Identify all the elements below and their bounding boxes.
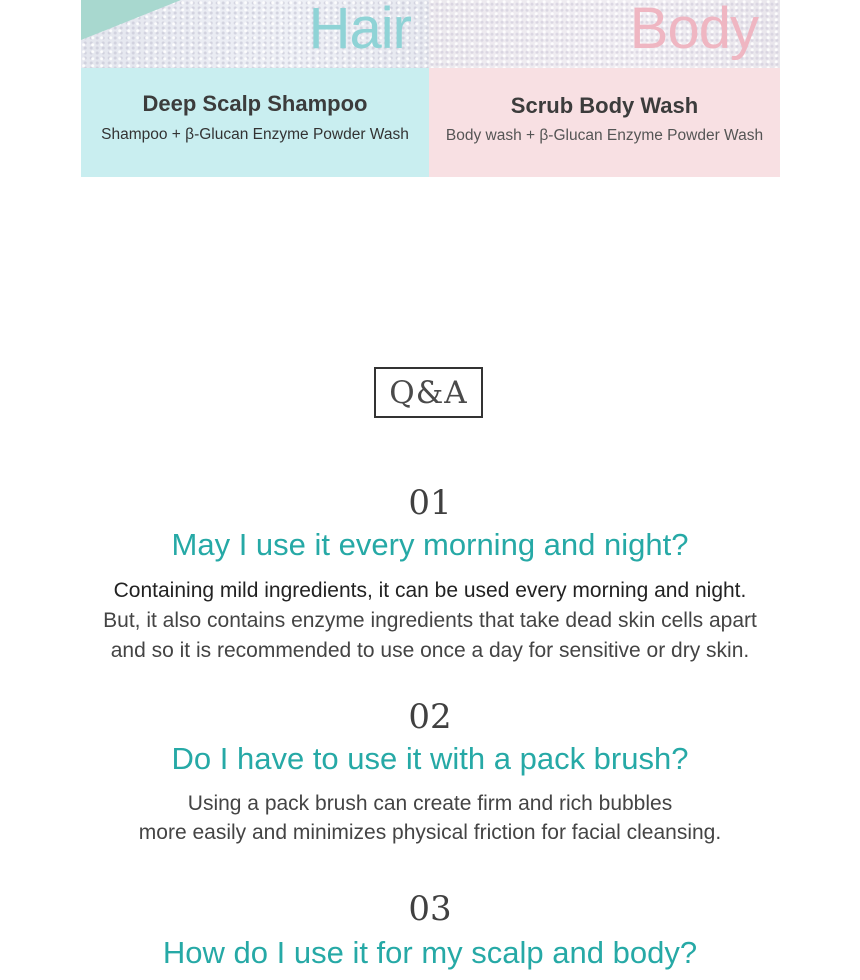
question-number-03: 03 [408, 889, 452, 929]
product-cards [81, 0, 780, 177]
question-number-01: 01 [408, 483, 452, 523]
qa-heading: Q&A [374, 367, 483, 418]
product-photo-hair [81, 0, 429, 68]
product-card-body [429, 0, 780, 177]
product-title-body: Scrub Body Wash [510, 93, 699, 118]
answer-01-line-3: and so it is recommended to use once a day for sensitive or dry skin. [110, 639, 750, 662]
question-number-02: 02 [408, 697, 452, 737]
question-03: How do I use it for my scalp and body? [162, 935, 698, 970]
photo-word-hair: Hair [308, 0, 411, 61]
photo-word-body: Body [629, 0, 758, 61]
product-card-hair [81, 0, 429, 177]
product-photo-body [429, 0, 780, 68]
mint-texture-shape [81, 0, 181, 40]
product-subtitle-hair: Shampoo + β-Glucan Enzyme Powder Wash [101, 126, 409, 143]
answer-01-line-2: But, it also contains enzyme ingredients that take dead skin cells apart [103, 609, 757, 632]
question-01: May I use it every morning and night? [171, 527, 689, 562]
answer-02-line-2: more easily and minimizes physical friction for facial cleansing. [138, 821, 722, 844]
answer-01-line-1: Containing mild ingredients, it can be used every morning and night. [113, 579, 747, 602]
product-subtitle-body: Body wash + β-Glucan Enzyme Powder Wash [445, 127, 764, 144]
product-title-hair: Deep Scalp Shampoo [142, 91, 368, 116]
question-02: Do I have to use it with a pack brush? [171, 741, 689, 776]
answer-02-line-1: Using a pack brush can create firm and rich bubbles [187, 792, 673, 815]
